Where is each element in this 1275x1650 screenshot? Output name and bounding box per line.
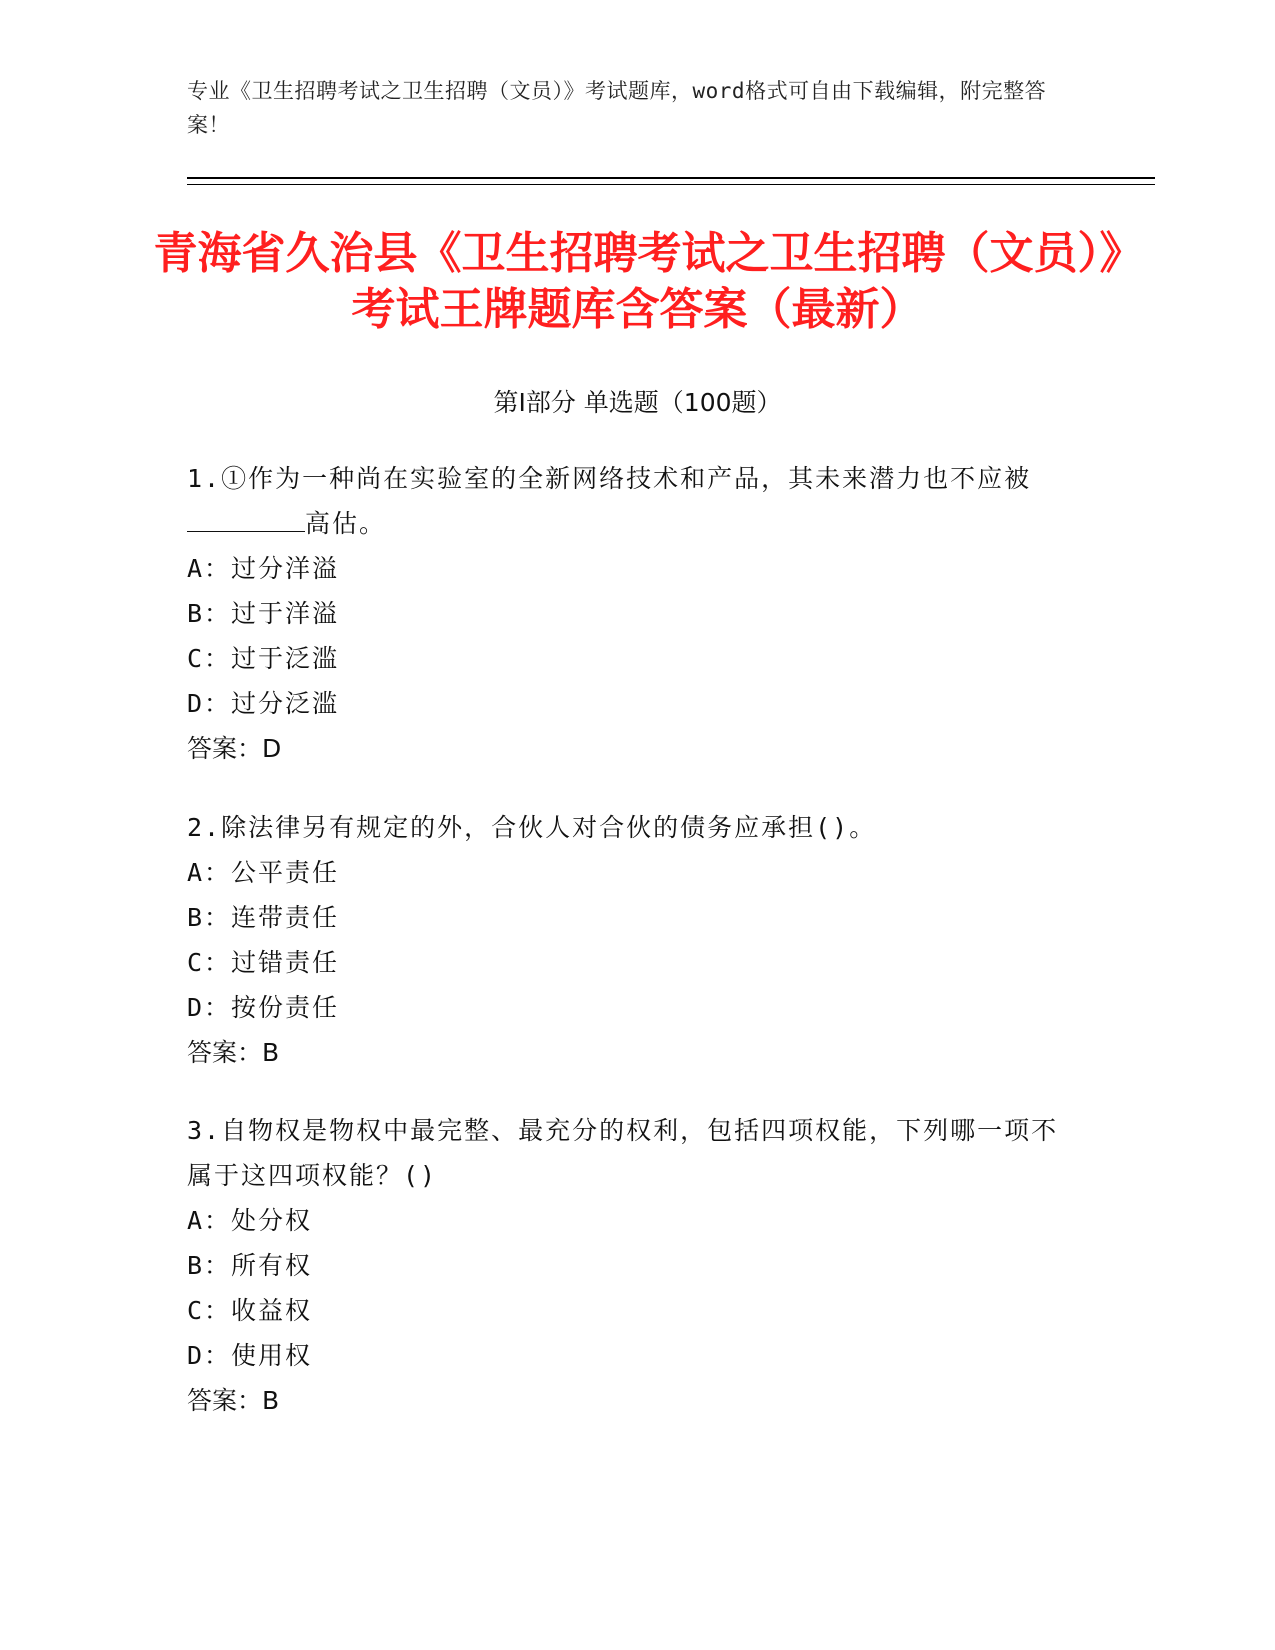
question-2-option-c: C：过错责任	[187, 948, 340, 977]
question-1-option-a: A：过分洋溢	[187, 554, 340, 583]
question-1-stem	[187, 456, 1067, 546]
question-1-answer: 答案：D	[187, 734, 282, 763]
section-title: 第I部分 单选题（100题）	[493, 388, 782, 417]
header-rule-thick	[187, 177, 1155, 179]
question-2-option-a: A：公平责任	[187, 858, 340, 887]
document-title: 青海省久治县《卫生招聘考试之卫生招聘（文员）》考试王牌题库含答案（最新）	[153, 228, 1122, 335]
question-2	[187, 805, 1067, 1075]
question-2-stem: 2.除法律另有规定的外，合伙人对合伙的债务应承担()。	[187, 813, 877, 842]
question-1-stem-after: 高估。	[305, 509, 387, 538]
fill-in-blank	[187, 505, 305, 532]
question-1	[187, 456, 1067, 771]
question-3-stem: 3.自物权是物权中最完整、最充分的权利，包括四项权能，下列哪一项不属于这四项权能？()	[187, 1116, 1059, 1190]
header-rule-thin	[187, 184, 1155, 185]
question-3-option-a: A：处分权	[187, 1206, 313, 1235]
question-3	[187, 1108, 1067, 1423]
question-3-answer: 答案：B	[187, 1386, 280, 1415]
question-3-option-c: C：收益权	[187, 1296, 313, 1325]
question-3-option-b: B：所有权	[187, 1251, 313, 1280]
question-1-stem-before: 1.①作为一种尚在实验室的全新网络技术和产品，其未来潜力也不应被	[187, 464, 1032, 493]
question-3-option-d: D：使用权	[187, 1341, 313, 1370]
question-2-option-d: D：按份责任	[187, 993, 340, 1022]
question-2-option-b: B：连带责任	[187, 903, 340, 932]
question-1-option-b: B：过于洋溢	[187, 599, 340, 628]
header-note: 专业《卫生招聘考试之卫生招聘（文员）》考试题库，word格式可自由下载编辑，附完整答案！	[187, 79, 1047, 137]
question-1-option-c: C：过于泛滥	[187, 644, 340, 673]
question-1-option-d: D：过分泛滥	[187, 689, 340, 718]
question-2-answer: 答案：B	[187, 1038, 280, 1067]
